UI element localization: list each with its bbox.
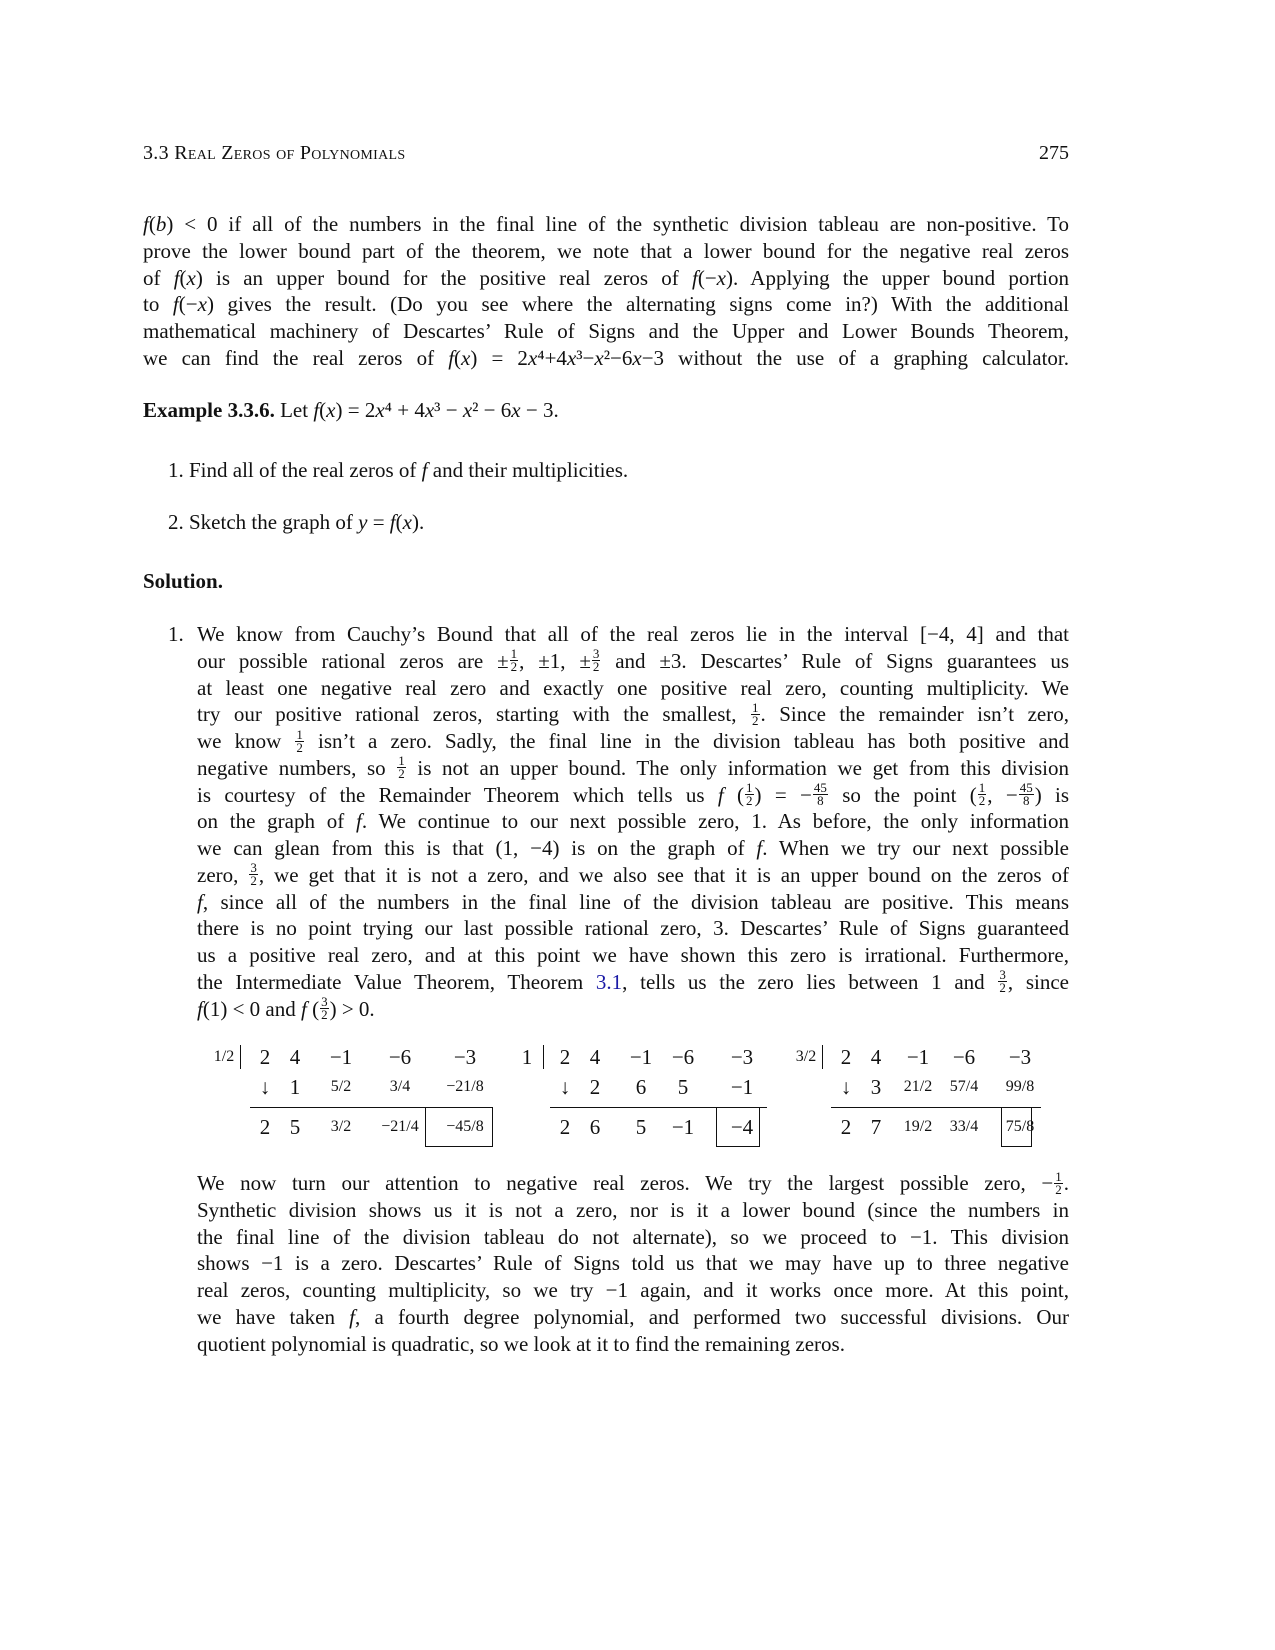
text-line [197,889,1069,916]
numerator: 1 [510,646,518,662]
text-line [197,808,1069,835]
denominator: 2 [398,766,405,782]
tableau-cell: 2 [589,1075,601,1099]
remainder-box [1001,1107,1035,1147]
denominator: 2 [592,659,600,675]
math-variable: y [358,510,368,534]
numerator: 3 [999,967,1006,983]
tableau-cell: 57/4 [949,1078,979,1095]
text-run: ) = 2 [335,398,376,422]
text-run: ). [411,510,425,534]
tableau-cell: −3 [453,1045,477,1069]
text-run: ). Applying the upper bound portion [726,265,1069,290]
tableau-cell: 5 [677,1075,689,1099]
text-line [197,1224,1069,1251]
denominator: 8 [1022,793,1030,809]
tableau-cell: 6 [589,1115,601,1139]
tableau-remainder: −45/8 [446,1118,484,1135]
text-run: (− [178,292,198,317]
text-run: of [143,265,174,290]
text-run: there is no point trying our last possible rational zero, 3. Descartes’ Rule of Signs guaranteed [197,916,1069,941]
theorem-link[interactable]: 3.1 [595,969,623,994]
synthetic-division-tableau [515,1035,815,1145]
example-heading [143,397,559,424]
text-run: our possible rational zeros are ± [197,648,509,673]
synthetic-division-tableau [208,1035,508,1145]
numerator: 3 [321,994,328,1010]
text-line [197,1277,1069,1304]
math-variable: f [301,996,307,1021]
tableau-cell: 5 [289,1115,301,1139]
remainder-box [425,1107,493,1147]
fraction [397,755,406,780]
text-line [197,996,1069,1023]
text-run: , we get that it is not a zero, and we also see that it is an upper bound on the zeros of [258,862,1069,887]
text-run: − 3. [520,398,559,422]
math-variable: f [356,809,362,834]
tableau-remainder: −4 [730,1115,754,1139]
numerator: 1 [398,753,405,769]
numerator: 1 [978,780,986,796]
math-variable: f [389,510,396,534]
tableau-cell: 1 [289,1075,301,1099]
numerator: 45 [1019,780,1033,796]
numerator: 1 [296,726,303,742]
tableau-divider [822,1045,823,1069]
tableau-cell: 2 [259,1115,271,1139]
example-label: Example 3.3.6. [143,398,275,422]
tableau-divisor: 3/2 [795,1048,817,1065]
text-run: , since [1007,969,1069,994]
text-run: and ±3. Descartes’ Rule of Signs guarantees us [601,648,1069,673]
math-variable: x [402,510,412,534]
denominator: 2 [1055,1181,1062,1197]
math-variable: f [143,212,149,236]
fraction [295,726,304,755]
text-run: ) = 2 [470,345,528,370]
tableau-cell: 3 [870,1075,882,1099]
text-run: ( [454,345,462,370]
text-line [197,942,1069,969]
tableau-cell: ↓ [259,1075,271,1099]
tableau-cell: −1 [730,1075,754,1099]
math-variable: x [594,345,604,370]
text-run: the final line of the division tableau do not alternate), so we proceed to −1. This division [197,1224,1069,1249]
tableau-cell: 5/2 [330,1078,352,1095]
tableau-cell: 4 [870,1045,882,1069]
math-variable: f [691,265,698,290]
tableau-cell: 2 [559,1115,571,1139]
text-line [197,1197,1069,1224]
denominator: 8 [817,793,824,809]
tableau-divider [543,1045,544,1069]
text-run: . When we try our next possible [762,836,1070,860]
text-run: and their multiplicities. [427,458,629,482]
tableau-cell: 2 [559,1045,571,1069]
denominator: 2 [250,873,257,889]
tableau-cell: 19/2 [903,1118,933,1135]
text-run: . [1063,1171,1069,1195]
tableau-cell: −3 [1008,1045,1032,1069]
text-run: we can find the real zeros of [143,345,449,370]
text-run: to [143,292,173,317]
text-run: Sketch the graph of [189,510,359,534]
text-line [143,211,1069,238]
tableau-divider [240,1045,241,1069]
denominator: 2 [296,739,303,755]
fraction [1054,1168,1063,1197]
text-run: mathematical machinery of Descartes’ Rule of Signs and the Upper and Lower Bounds Theorem, [143,319,1069,343]
fraction [249,862,258,887]
math-variable: b [155,212,167,236]
text-line [197,969,1069,996]
text-run: try our positive rational zeros, starting with the smallest, [197,702,750,727]
tableau-cell: 4 [289,1045,301,1069]
denominator: 2 [752,712,759,728]
text-run: on the graph of [197,809,356,834]
text-run: the Intermediate Value Theorem, Theorem [197,969,596,994]
task-1 [168,457,628,484]
fraction [751,699,760,728]
task-number: 2. [168,510,184,534]
fraction [745,782,754,807]
text-run: prove the lower bound part of the theorem, we note that a lower bound for the negative real zeros [143,238,1069,263]
tableau-cell: 99/8 [1005,1078,1035,1095]
tableau-remainder: 75/8 [1005,1118,1035,1135]
text-run: (− [697,265,717,290]
text-run: so the point ( [828,782,977,807]
text-run: ⁴+4 [537,345,567,370]
text-run: ²−6 [603,345,633,370]
text-run: We know from Cauchy’s Bound that all of the real zeros lie in the interval [−4, 4] and that [197,622,1069,646]
text-run: shows −1 is a zero. Descartes’ Rule of Signs told us that we may have up to three negative [197,1251,1069,1276]
text-line [197,621,1069,648]
numerator: 3 [250,860,257,876]
text-run: is courtesy of the Remainder Theorem which tells us [197,782,718,807]
tableau-cell: 2 [840,1115,852,1139]
text-line [143,345,1069,372]
tableau-cell: −3 [730,1045,754,1069]
tableau-cell: 3/2 [330,1118,352,1135]
text-line [197,915,1069,942]
tableau-cell: ↓ [840,1075,852,1099]
text-run: , tells us the zero lies between 1 and [622,969,998,994]
math-variable: f [173,265,180,290]
task-number: 1. [168,458,184,482]
text-run: −3 without the use of a graphing calculator. [641,345,1069,370]
tableau-cell: −6 [388,1045,412,1069]
text-run: Find all of the real zeros of [189,458,422,482]
text-run: Let [274,398,314,422]
text-run: , a fourth degree polynomial, and performed two successful divisions. Our [355,1304,1069,1329]
text-run: Synthetic division shows us it is not a zero, nor is it a lower bound (since the numbers in [197,1197,1069,1222]
math-variable: f [197,996,203,1021]
tableau-cell: 33/4 [949,1118,979,1135]
numerator: 1 [746,780,753,796]
math-variable: x [716,265,726,290]
example-statement [275,398,559,422]
math-variable: f [448,345,455,370]
denominator: 2 [746,793,753,809]
math-variable: x [632,345,642,370]
math-variable: x [511,398,521,422]
text-run: ) is [1034,782,1070,807]
math-variable: f [172,292,179,317]
text-run: ⁴ + 4 [384,398,425,422]
text-run: ) gives the result. (Do you see where the alternating signs come in?) With the additional [206,292,1069,317]
math-variable: f [717,782,724,807]
text-run: we know [197,729,295,753]
tableau-cell: −21/4 [381,1118,419,1135]
synthetic-division-tableau [795,1035,1095,1145]
tableau-divisor: 1 [521,1045,533,1069]
text-line [197,1250,1069,1277]
tableau-cell: 2 [259,1045,271,1069]
text-run: negative numbers, so [197,755,397,780]
text-line [197,755,1069,782]
text-line [197,1331,1069,1358]
fraction [592,648,601,673]
text-line [197,728,1069,755]
text-run: ) is an upper bound for the positive real zeros of [195,265,692,290]
math-variable: x [326,398,336,422]
task-2 [168,509,424,536]
numerator: 45 [813,780,827,796]
math-variable: x [375,398,385,422]
text-run: . Since the remainder isn’t zero, [760,702,1069,727]
math-variable: f [313,398,320,422]
followup-paragraph [197,1170,1069,1357]
running-header [143,142,405,165]
text-line [197,835,1069,862]
text-run: , since all of the numbers in the final line of the division tableau are positive. This means [202,889,1069,914]
text-run: , ±1, ± [519,648,591,673]
text-run: ( [179,265,187,290]
numerator: 1 [1055,1168,1062,1184]
denominator: 2 [510,659,518,675]
tableau-divisor: 1/2 [213,1048,235,1065]
fraction [1019,782,1034,807]
text-run: ³ − [434,398,463,422]
text-line [197,648,1069,675]
text-line [143,265,1069,292]
tableau-cell: −21/8 [446,1078,484,1095]
text-line [197,675,1069,702]
text-line [143,291,1069,318]
math-variable: x [462,398,473,422]
fraction [998,969,1007,994]
text-line [197,782,1069,809]
tableau-cell: −1 [671,1115,695,1139]
math-variable: f [349,1304,356,1329]
text-run: ³− [576,345,595,370]
text-run: real zeros, counting multiplicity, so we try −1 again, and it works once more. At this point, [197,1278,1069,1302]
math-variable: f [421,458,428,482]
fraction [978,782,987,807]
fraction [510,648,519,673]
math-variable: x [566,345,577,370]
denominator: 2 [978,793,986,809]
tableau-cell: −6 [952,1045,976,1069]
numerator: 3 [592,646,600,662]
text-run: is not an upper bound. The only information we get from this division [406,755,1069,780]
tableau-cell: −6 [671,1045,695,1069]
text-run: ² − 6 [472,398,512,422]
section-title: Real Zeros of Polynomials [174,142,406,164]
text-line [143,318,1069,345]
page-number: 275 [1039,142,1069,164]
text-run: at least one negative real zero and exactly one positive real zero, counting multiplicity. We [197,675,1069,700]
math-variable: x [527,345,538,370]
section-number: 3.3 [143,142,169,164]
math-variable: x [424,398,435,422]
text-run: . We continue to our next possible zero, 1. As before, the only information [361,809,1069,834]
text-run: We now turn our attention to negative real zeros. We try the largest possible zero, − [197,1171,1054,1195]
fraction [813,782,828,807]
tableau-cell: 21/2 [903,1078,933,1095]
tableau-cell: ↓ [559,1075,571,1099]
math-variable: x [461,345,471,370]
text-run: ) > 0. [329,996,375,1021]
remainder-box [716,1107,760,1147]
tableau-cell: −1 [629,1045,653,1069]
fraction [320,996,329,1021]
tableau-cell: −1 [906,1045,930,1069]
text-line [143,238,1069,265]
text-run: , − [987,782,1018,807]
tableau-cell: 7 [870,1115,882,1139]
text-run: ( [395,510,403,534]
tableau-cell: −1 [329,1045,353,1069]
numerator: 1 [752,699,759,715]
task-text [189,510,424,534]
tableau-cell: 5 [635,1115,647,1139]
solution-label: Solution. [143,569,223,593]
text-run: quotient polynomial is quadratic, so we look at it to find the remaining zeros. [197,1331,845,1356]
solution-item-number: 1. [168,622,184,646]
denominator: 2 [999,980,1006,996]
text-run: ( [319,398,327,422]
solution-paragraph [197,621,1069,1022]
text-run: = [367,510,390,534]
text-run: we can glean from this is that (1, −4) is on the graph of [197,836,757,860]
math-variable: x [186,265,196,290]
intro-paragraph [143,211,1069,372]
math-variable: f [197,889,203,914]
tableau-cell: 2 [840,1045,852,1069]
text-run: zero, [197,862,249,887]
tableau-cell: 4 [589,1045,601,1069]
text-line [197,1170,1069,1197]
text-run: ( [148,212,156,236]
math-variable: f [756,836,763,860]
text-run: ) < 0 if all of the numbers in the final line of the synthetic division tableau are non-positive. To [166,212,1069,236]
text-line [197,701,1069,728]
text-run: ) = − [754,782,812,807]
text-line [197,862,1069,889]
tableau-cell: 3/4 [389,1078,411,1095]
math-variable: x [197,292,207,317]
task-text [189,458,628,482]
text-run: ( [306,996,320,1021]
tableau-cell: 6 [635,1075,647,1099]
text-line [197,1304,1069,1331]
text-run: ( [723,782,745,807]
text-run: us a positive real zero, and at this point we have shown this zero is irrational. Furthermore, [197,943,1069,967]
text-run: we have taken [197,1304,350,1329]
text-run: isn’t a zero. Sadly, the final line in the division tableau has both positive and [304,729,1069,753]
denominator: 2 [321,1007,328,1023]
text-run: (1) < 0 and [202,996,301,1021]
